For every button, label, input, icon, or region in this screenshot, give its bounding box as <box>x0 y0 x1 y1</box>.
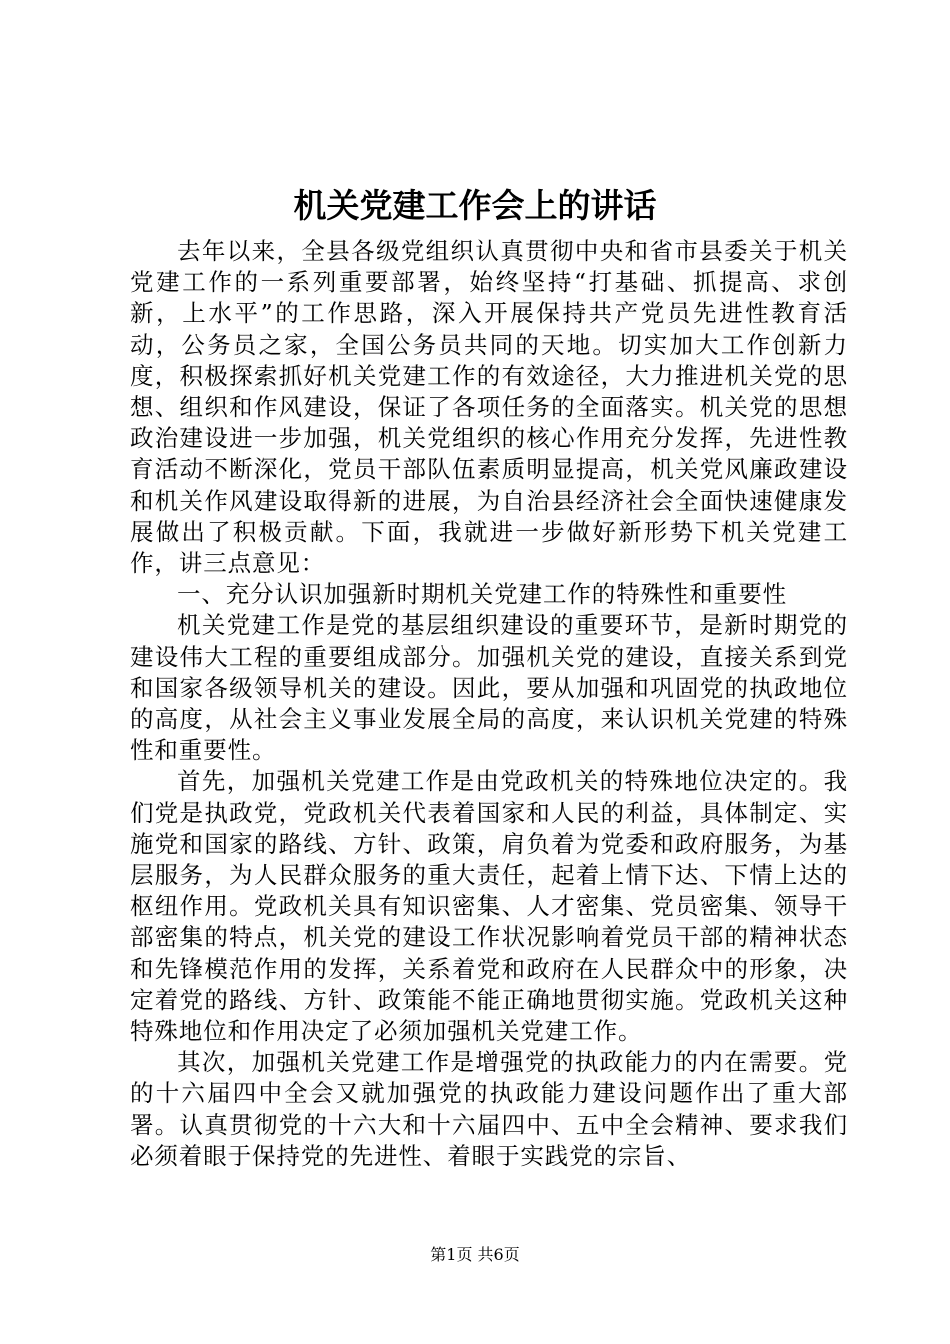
section-heading-1: 一、充分认识加强新时期机关党建工作的特殊性和重要性 <box>177 580 787 609</box>
paragraph-intro: 去年以来，全县各级党组织认真贯彻中央和省市县委关于机关党建工作的一系列重要部署，始终坚持“打基础、抓提高、求创新，上水平”的工作思路，深入开展保持共产党员先进性教育活动，公务员之家，全国公务员共同的天地。切实加大工作创新力度，积极探索抓好机关党建工作的有效途径，大力推进机关党的思想、组织和作风建设，保证了各项任务的全面落实。机关党的思想政治建设进一步加强，机关党组织的核心作用充分发挥，先进性教育活动不断深化，党员干部队伍素质明显提高，机关党风廉政建设和机关作风建设取得新的进展，为自治县经济社会全面快速健康发展做出了积极贡献。下面，我就进一步做好新形势下机关党建工作，讲三点意见： <box>130 237 848 578</box>
page-number: 第1页 共6页 <box>430 1245 520 1264</box>
paragraph-3: 其次，加强机关党建工作是增强党的执政能力的内在需要。党的十六届四中全会又就加强党的执政能力建设问题作出了重大部署。认真贯彻党的十六大和十六届四中、五中全会精神、要求我们必须着眼于保持党的先进性、着眼于实践党的宗旨、 <box>130 1048 848 1170</box>
document-title: 机关党建工作会上的讲话 <box>293 186 657 225</box>
paragraph-2: 首先，加强机关党建工作是由党政机关的特殊地位决定的。我们党是执政党，党政机关代表着国家和人民的利益，具体制定、实施党和国家的路线、方针、政策，肩负着为党委和政府服务，为基层服务，为人民群众服务的重大责任，起着上情下达、下情上达的枢纽作用。党政机关具有知识密集、人才密集、党员密集、领导干部密集的特点，机关党的建设工作状况影响着党员干部的精神状态和先锋模范作用的发挥，关系着党和政府在人民群众中的形象，决定着党的路线、方针、政策能不能正确地贯彻实施。党政机关这种特殊地位和作用决定了必须加强机关党建工作。 <box>130 767 848 1046</box>
paragraph-1: 机关党建工作是党的基层组织建设的重要环节，是新时期党的建设伟大工程的重要组成部分。加强机关党的建设，直接关系到党和国家各级领导机关的建设。因此，要从加强和巩固党的执政地位的高度，从社会主义事业发展全局的高度，来认识机关党建的特殊性和重要性。 <box>130 611 848 765</box>
document-body <box>130 236 848 1172</box>
